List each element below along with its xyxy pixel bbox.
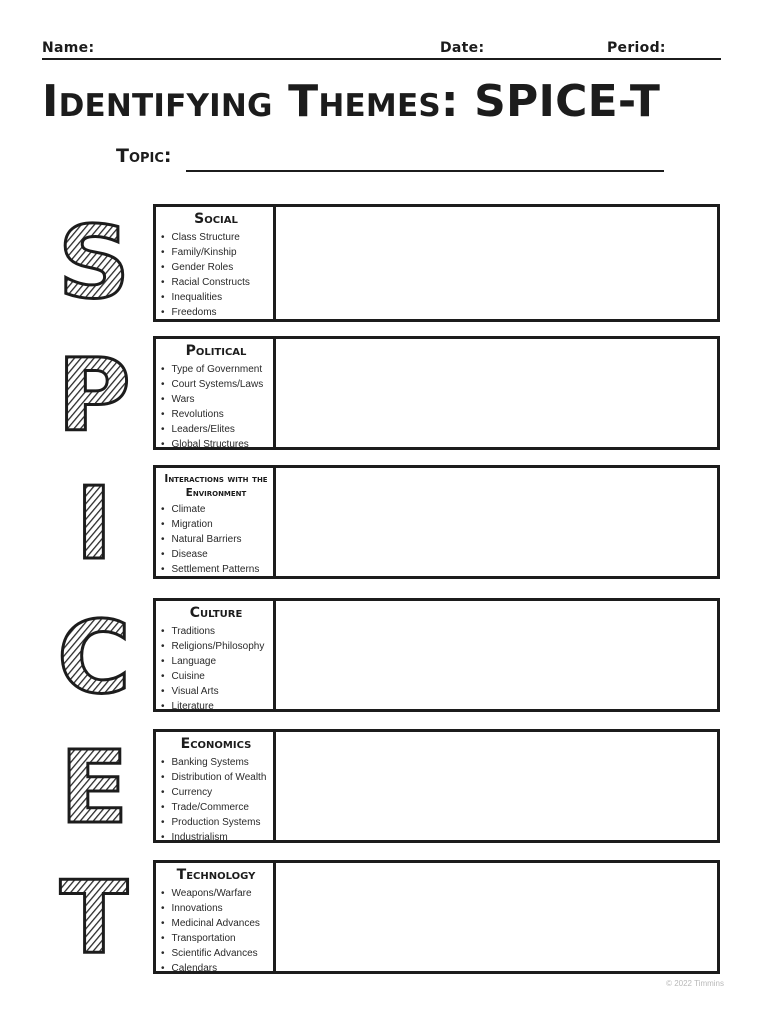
theme-item: • Court Systems/Laws	[161, 377, 273, 392]
theme-item: • Settlement Patterns	[161, 562, 273, 577]
theme-item: • Wars	[161, 392, 273, 407]
spicet-letter-t	[56, 870, 132, 962]
topic-answer-line[interactable]	[186, 170, 664, 172]
theme-item: • Family/Kinship	[161, 245, 273, 260]
theme-category-title: Interactions with the Environment	[164, 473, 268, 499]
theme-row-c	[153, 598, 720, 712]
theme-item-list	[161, 886, 273, 976]
theme-category-title: Economics	[180, 736, 252, 752]
theme-item: • Racial Constructs	[161, 275, 273, 290]
theme-row-e	[153, 729, 720, 843]
theme-notes-area[interactable]	[276, 863, 717, 971]
topic-label: Topic:	[116, 145, 172, 167]
spicet-letter-glyph: S	[57, 215, 131, 307]
theme-category-panel	[156, 468, 276, 576]
spicet-letter-c	[56, 610, 132, 702]
theme-item: • Currency	[161, 785, 273, 800]
period-label: Period:	[607, 40, 666, 56]
theme-item: • Calendars	[161, 961, 273, 976]
theme-notes-area[interactable]	[276, 339, 717, 447]
theme-item: • Type of Government	[161, 362, 273, 377]
theme-item: • Medicinal Advances	[161, 916, 273, 931]
spicet-letter-p	[56, 348, 132, 440]
theme-notes-area[interactable]	[276, 732, 717, 840]
spicet-letter-glyph: T	[59, 870, 129, 962]
theme-item: • Global Structures	[161, 437, 273, 452]
theme-category-title: Culture	[189, 605, 243, 621]
spicet-letter-s	[56, 215, 132, 307]
spicet-letter-i	[56, 476, 132, 568]
theme-item: • Trade/Commerce	[161, 800, 273, 815]
theme-item: • Weapons/Warfare	[161, 886, 273, 901]
theme-item: • Migration	[161, 517, 273, 532]
theme-notes-area[interactable]	[276, 601, 717, 709]
spicet-letter-glyph: C	[57, 610, 131, 702]
theme-item-list	[161, 362, 273, 452]
theme-item: • Scientific Advances	[161, 946, 273, 961]
name-label: Name:	[42, 40, 95, 56]
theme-category-panel	[156, 863, 276, 974]
spicet-letter-glyph: P	[57, 348, 131, 440]
theme-item: • Production Systems	[161, 815, 273, 830]
theme-item: • Innovations	[161, 901, 273, 916]
theme-item: • Distribution of Wealth	[161, 770, 273, 785]
theme-item: • Natural Barriers	[161, 532, 273, 547]
theme-item-list	[161, 624, 273, 714]
page-title: Identifying Themes: SPICE-T	[42, 76, 661, 127]
theme-row-s	[153, 204, 720, 322]
theme-category-panel	[156, 207, 276, 319]
spicet-letter-glyph: I	[75, 476, 113, 568]
theme-item: • Cuisine	[161, 669, 273, 684]
theme-category-panel	[156, 601, 276, 712]
spicet-letter-e	[56, 740, 132, 832]
theme-category-title: Political	[185, 343, 247, 359]
theme-category-title: Social	[194, 211, 238, 227]
theme-item: • Revolutions	[161, 407, 273, 422]
theme-category-panel	[156, 339, 276, 450]
theme-item: • Class Structure	[161, 230, 273, 245]
theme-row-t	[153, 860, 720, 974]
theme-item: • Transportation	[161, 931, 273, 946]
date-label: Date:	[440, 40, 485, 56]
theme-category-title: Technology	[176, 867, 256, 883]
theme-item-list	[161, 502, 273, 577]
theme-item-list	[161, 230, 273, 320]
theme-item: • Inequalities	[161, 290, 273, 305]
spicet-letter-glyph: E	[59, 740, 129, 832]
theme-notes-area[interactable]	[276, 468, 717, 576]
theme-item-list	[161, 755, 273, 845]
theme-notes-area[interactable]	[276, 207, 717, 319]
theme-item: • Banking Systems	[161, 755, 273, 770]
theme-item: • Freedoms	[161, 305, 273, 320]
theme-item: • Traditions	[161, 624, 273, 639]
theme-item: • Visual Arts	[161, 684, 273, 699]
theme-item: • Industrialism	[161, 830, 273, 845]
theme-item: • Literature	[161, 699, 273, 714]
theme-category-panel	[156, 732, 276, 843]
header-underline	[42, 58, 721, 60]
theme-item: • Disease	[161, 547, 273, 562]
theme-row-p	[153, 336, 720, 450]
theme-item: • Gender Roles	[161, 260, 273, 275]
copyright-notice: © 2022 Timmins	[666, 979, 724, 988]
theme-item: • Language	[161, 654, 273, 669]
theme-row-i	[153, 465, 720, 579]
theme-item: • Leaders/Elites	[161, 422, 273, 437]
theme-item: • Climate	[161, 502, 273, 517]
theme-item: • Religions/Philosophy	[161, 639, 273, 654]
